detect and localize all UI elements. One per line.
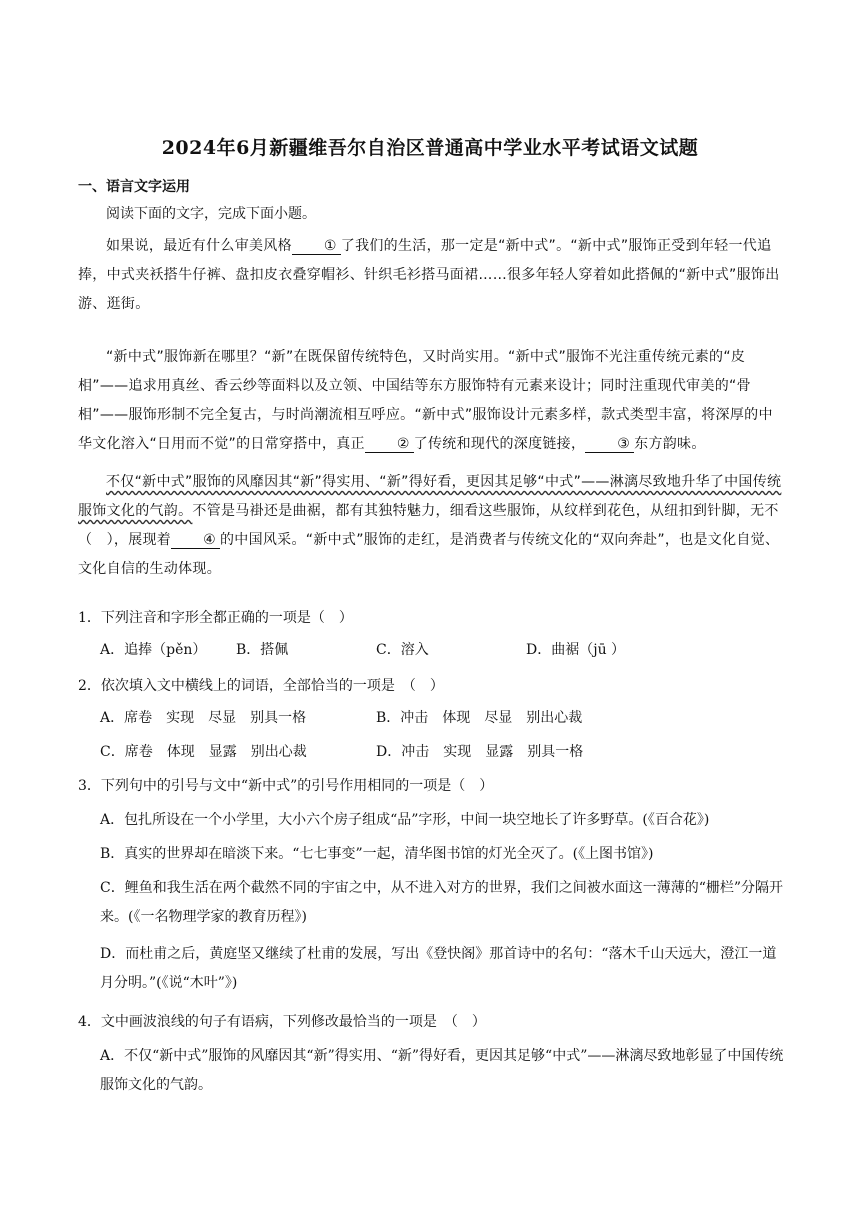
question-1-options xyxy=(100,636,790,665)
option-b[interactable]: B．搭佩 xyxy=(236,642,289,658)
section-heading: 一、语言文字运用 xyxy=(78,179,190,195)
passage-text: 如果说，最近有什么审美风格 xyxy=(106,238,292,254)
option-b[interactable]: B．冲击 体现 尽显 别出心裁 xyxy=(376,710,583,726)
question-3-option-b[interactable]: B．真实的世界却在暗淡下来。“七七事变”一起，清华图书馆的灯光全灭了。(《上图书馆》) xyxy=(100,846,654,862)
question-2-options-row-2 xyxy=(100,738,790,767)
question-3-option-d[interactable]: D．而杜甫之后，黄庭坚又继续了杜甫的发展，写出《登快阁》那首诗中的名句：“落木千山天远大，澄江一道月分明。”(《说“木叶”》) xyxy=(100,946,777,991)
question-2-stem: 2．依次填入文中横线上的词语，全部恰当的一项是 （ ） xyxy=(78,678,444,694)
blank-4: ④ xyxy=(171,532,220,549)
wavy-underlined-sentence: 不仅“新中式”服饰的风靡因其“新”得实用、“新”得好看，更因其足够“中式”——淋漓尽致地升华了中国传统服饰文化的气韵。 xyxy=(78,474,782,519)
question-4-option-a[interactable]: A．不仅“新中式”服饰的风靡因其“新”得实用、“新”得好看，更因其足够“中式”——淋漓尽致地彰显了中国传统服饰文化的气韵。 xyxy=(100,1048,784,1093)
passage-paragraph-1 xyxy=(78,232,783,319)
question-1-stem: 1．下列注音和字形全都正确的一项是（ ） xyxy=(78,610,353,626)
passage-text: 了传统和现代的深度链接， xyxy=(413,436,586,452)
option-d[interactable]: D．冲击 实现 显露 别具一格 xyxy=(376,744,584,760)
question-3-option-c[interactable]: C．鲤鱼和我生活在两个截然不同的宇宙之中，从不进入对方的世界，我们之间被水面这一薄薄的“栅栏”分隔开来。(《一名物理学家的教育历程》) xyxy=(100,880,784,925)
question-3-stem: 3．下列句中的引号与文中“新中式”的引号作用相同的一项是（ ） xyxy=(78,778,494,794)
blank-1: ① xyxy=(292,238,341,255)
passage-text: 不管是马褂还是曲裾，都有其独特魅力，细看这些服饰，从纹样到花色，从纽扣到针脚，无不（ ），展现着 xyxy=(78,503,779,548)
blank-3: ③ xyxy=(585,436,634,453)
passage-paragraph-2 xyxy=(78,343,783,459)
passage-text: 了我们的生活，那一定是“新中式”。“新中式”服饰正受到年轻一代追捧，中式夹袄搭牛仔裤、盘扣皮衣叠穿帽衫、针织毛衫搭马面裙……很多年轻人穿着如此搭佩的“新中式”服饰出游、逛街。 xyxy=(78,238,780,312)
option-a[interactable]: A．席卷 实现 尽显 别具一格 xyxy=(100,710,307,726)
option-c[interactable]: C．溶入 xyxy=(376,642,429,658)
option-a[interactable]: A．追捧（pěn） xyxy=(100,642,207,658)
passage-paragraph-3 xyxy=(78,468,783,584)
option-c[interactable]: C．席卷 体现 显露 别出心裁 xyxy=(100,744,307,760)
question-2-options-row-1 xyxy=(100,704,790,733)
passage-text: 的中国风采。“新中式”服饰的走红，是消费者与传统文化的“双向奔赴”，也是文化自觉、文化自信的生动体现。 xyxy=(78,532,780,577)
question-3-option-a[interactable]: A．包扎所设在一个小学里，大小六个房子组成“品”字形，中间一块空地长了许多野草。(《百合花》) xyxy=(100,812,710,828)
passage-text: 东方韵味。 xyxy=(634,436,706,452)
question-4-stem: 4．文中画波浪线的句子有语病，下列修改最恰当的一项是 （ ） xyxy=(78,1014,486,1030)
exam-title: 2024年6月新疆维吾尔自治区普通高中学业水平考试语文试题 xyxy=(161,137,699,159)
option-d[interactable]: D．曲裾（jū ） xyxy=(526,642,626,658)
reading-instruction: 阅读下面的文字，完成下面小题。 xyxy=(106,206,316,222)
passage-text: “新中式”服饰新在哪里？“新”在既保留传统特色，又时尚实用。“新中式”服饰不光注重传统元素的“皮相”——追求用真丝、香云纱等面料以及立领、中国结等东方服饰特有元素来设计；同时注重现代审美的“骨相”——服饰形制不完全复古，与时尚潮流相互呼应。“新中式”服饰设计元素多样，款式类型丰富，将深厚的中华文化溶入“日用而不觉”的日常穿搭中，真正 xyxy=(78,349,773,452)
blank-2: ② xyxy=(365,436,414,453)
